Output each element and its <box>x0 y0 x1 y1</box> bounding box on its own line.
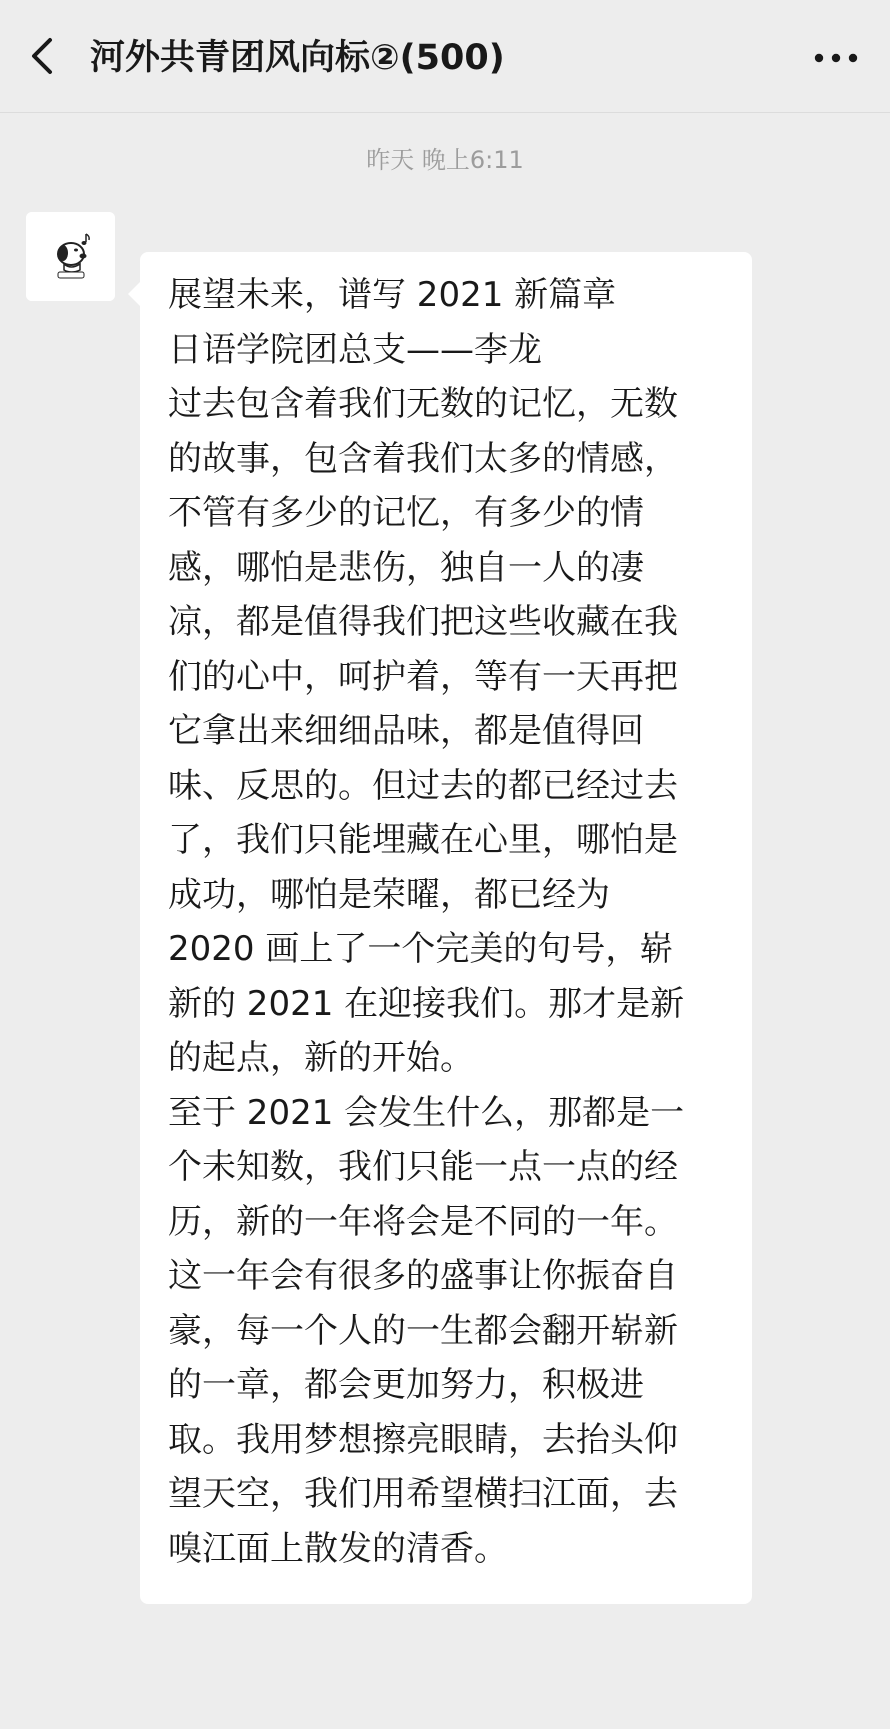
chat-header <box>0 0 890 113</box>
message-line: 新的 2021 在迎接我们。那才是新 <box>168 983 685 1024</box>
message-line: 历，新的一年将会是不同的一年。 <box>168 1201 678 1242</box>
message-line: 望天空，我们用希望横扫江面，去 <box>168 1474 678 1514</box>
message-line: 凉，都是值得我们把这些收藏在我 <box>168 602 678 642</box>
message-line: 了，我们只能埋藏在心里，哪怕是 <box>168 820 678 860</box>
chevron-left-icon <box>22 28 70 84</box>
message-line: 感，哪怕是悲伤，独自一人的凄 <box>168 547 644 588</box>
message-line: 个未知数，我们只能一点一点的经 <box>168 1147 678 1187</box>
more-horizontal-icon <box>806 34 866 82</box>
snoopy-avatar-icon <box>26 212 115 301</box>
message-line: 的故事，包含着我们太多的情感， <box>168 438 678 479</box>
message-line: 不管有多少的记忆，有多少的情 <box>168 493 644 533</box>
message-bubble[interactable] <box>140 252 752 1604</box>
back-button[interactable] <box>22 28 70 84</box>
message-line: 2020 画上了一个完美的句号，崭 <box>168 929 674 969</box>
message-line: 这一年会有很多的盛事让你振奋自 <box>168 1256 678 1296</box>
message-line: 取。我用梦想擦亮眼睛，去抬头仰 <box>168 1419 678 1460</box>
message-line: 成功，哪怕是荣曜，都已经为 <box>168 874 610 915</box>
message-timestamp: 昨天 晚上6:11 <box>366 146 524 174</box>
message-line: 过去包含着我们无数的记忆，无数 <box>168 384 678 424</box>
message-line: 至于 2021 会发生什么，那都是一 <box>168 1092 685 1133</box>
message-line: 的一章，都会更加努力，积极进 <box>168 1365 644 1405</box>
message-line: 展望未来，谱写 2021 新篇章 <box>168 275 617 315</box>
more-button[interactable] <box>806 34 866 82</box>
message-line: 味、反思的。但过去的都已经过去 <box>168 765 678 806</box>
message-line: 们的心中，呵护着，等有一天再把 <box>168 656 678 697</box>
message-line: 日语学院团总支——李龙 <box>168 329 542 370</box>
sender-avatar[interactable] <box>26 212 115 301</box>
message-line: 嗅江面上散发的清香。 <box>168 1528 508 1569</box>
message-line: 豪，每一个人的一生都会翻开崭新 <box>168 1310 678 1351</box>
chat-title: 河外共青团风向标②(500) <box>90 38 505 78</box>
message-line: 的起点，新的开始。 <box>168 1038 474 1078</box>
message-line: 它拿出来细细品味，都是值得回 <box>168 711 644 751</box>
